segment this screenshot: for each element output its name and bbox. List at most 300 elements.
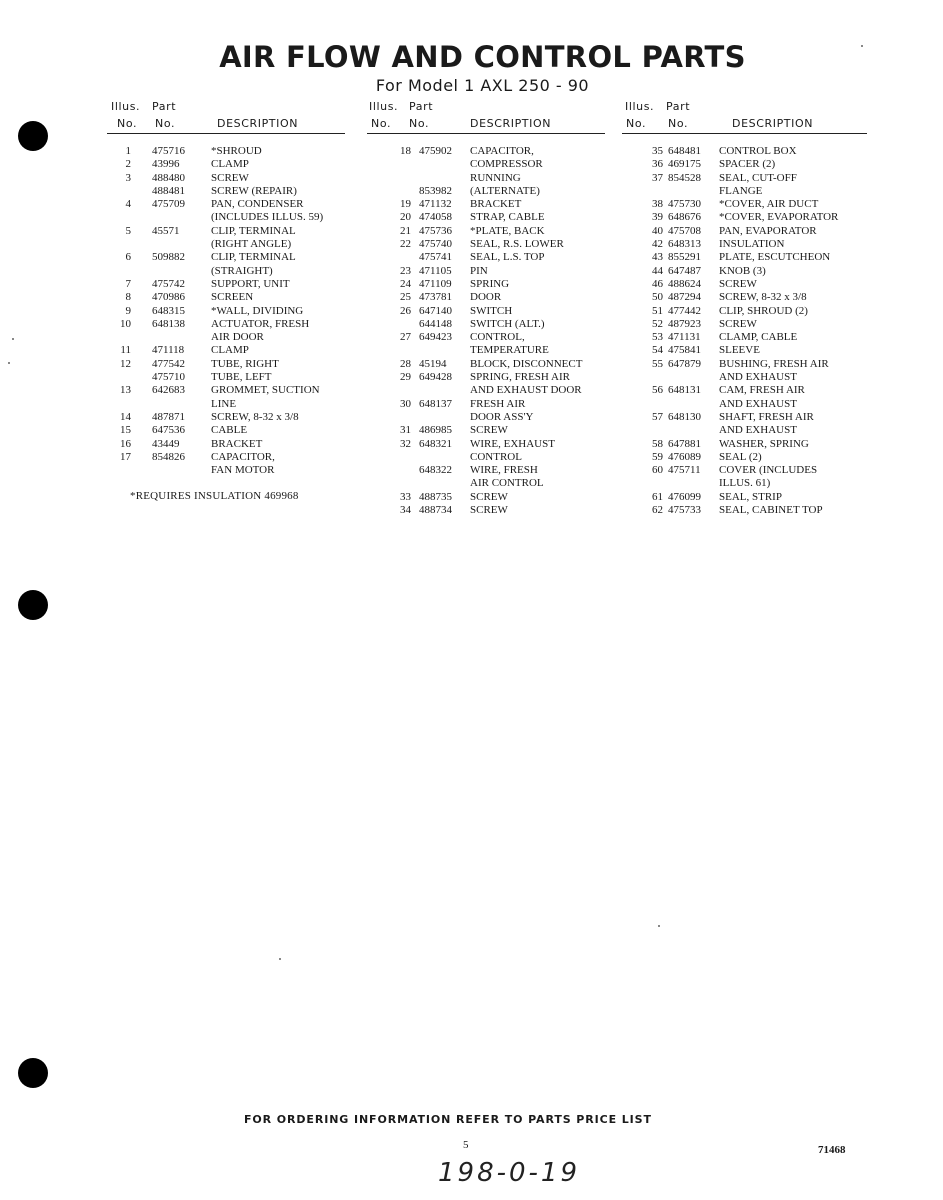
part-row (622, 211, 867, 224)
illus-number: 59 (652, 450, 663, 463)
part-description: TEMPERATURE (470, 344, 549, 357)
part-row (367, 198, 605, 211)
binder-hole (18, 1058, 48, 1088)
part-row (367, 265, 605, 278)
part-row (367, 504, 605, 517)
part-row (367, 145, 605, 158)
part-description: CLAMP, CABLE (719, 331, 798, 344)
part-number: 475902 (419, 145, 452, 157)
document-number: 71468 (818, 1144, 846, 1156)
part-row (622, 305, 867, 318)
illus-number: 32 (400, 437, 411, 450)
part-number: 43996 (152, 158, 180, 171)
illus-number: 35 (652, 145, 663, 157)
scan-speck (8, 362, 10, 364)
part-description: BLOCK, DISCONNECT (470, 357, 583, 370)
part-row (107, 291, 345, 304)
illus-number: 38 (652, 198, 663, 211)
part-row (622, 145, 867, 158)
part-row (622, 265, 867, 278)
part-row (367, 424, 605, 437)
illus-number: 29 (400, 371, 411, 384)
part-description: WIRE, EXHAUST (470, 437, 555, 450)
part-row (367, 411, 605, 424)
part-description: AIR DOOR (211, 331, 264, 344)
part-number: 43449 (152, 437, 180, 450)
part-number: 476099 (668, 490, 701, 503)
part-description: *WALL, DIVIDING (211, 304, 304, 317)
part-row (622, 291, 867, 304)
part-description: PIN (470, 264, 488, 277)
part-number: 477542 (152, 357, 185, 370)
part-row (107, 358, 345, 371)
parts-column-1 (107, 97, 345, 477)
part-description: SEAL, L.S. TOP (470, 251, 545, 264)
part-row (622, 318, 867, 331)
illus-label: Illus. (625, 100, 655, 113)
part-number: 477442 (668, 304, 701, 317)
part-number: 474058 (419, 211, 452, 224)
part-row (107, 438, 345, 451)
illus-number: 40 (652, 224, 663, 237)
part-row (107, 145, 345, 158)
part-description: WASHER, SPRING (719, 437, 809, 450)
part-description: CAPACITOR, (470, 145, 534, 157)
part-description: SPACER (2) (719, 158, 776, 171)
description-label: DESCRIPTION (217, 117, 299, 130)
part-description: SCREW, 8-32 x 3/8 (211, 410, 299, 423)
part-number: 475736 (419, 224, 452, 237)
part-row (367, 305, 605, 318)
part-row (622, 477, 867, 490)
part-row (622, 158, 867, 171)
illus-number: 5 (125, 224, 131, 237)
part-number: 475709 (152, 198, 185, 211)
part-row (622, 238, 867, 251)
illus-number: 42 (652, 238, 663, 251)
part-description: (RIGHT ANGLE) (211, 238, 292, 251)
part-number: 475711 (668, 464, 701, 477)
part-number: 473781 (419, 291, 452, 304)
parts-rows (367, 145, 605, 517)
part-row (107, 424, 345, 437)
part-number: 649423 (419, 331, 452, 344)
part-number: 647140 (419, 304, 452, 317)
part-description: AND EXHAUST (719, 424, 797, 437)
part-description: AIR CONTROL (470, 477, 544, 490)
part-number: 475742 (152, 277, 185, 290)
part-row (622, 198, 867, 211)
part-number: 648321 (419, 437, 452, 450)
part-description: SLEEVE (719, 344, 760, 357)
part-description: CAM, FRESH AIR (719, 384, 805, 397)
part-number: 648138 (152, 317, 185, 330)
illus-number: 15 (120, 424, 131, 437)
part-row (107, 158, 345, 171)
part-number: 509882 (152, 251, 185, 264)
illus-number: 8 (125, 291, 131, 304)
part-number: 471131 (668, 331, 701, 344)
illus-number: 19 (400, 198, 411, 211)
part-number: 488624 (668, 277, 701, 290)
part-number: 853982 (419, 184, 452, 197)
part-number: 644148 (419, 317, 452, 330)
part-row (367, 278, 605, 291)
illus-number: 23 (400, 264, 411, 277)
part-row (367, 477, 605, 490)
part-row (367, 211, 605, 224)
part-number: 642683 (152, 384, 185, 397)
part-description: CONTROL, (470, 331, 525, 344)
part-number: 649428 (419, 371, 452, 384)
part-label: Part (409, 100, 434, 113)
part-row (107, 172, 345, 185)
part-description: DOOR (470, 291, 502, 304)
part-description: TUBE, LEFT (211, 371, 272, 384)
part-number: 475733 (668, 504, 701, 517)
part-description: AND EXHAUST DOOR (470, 384, 582, 397)
part-description: SHAFT, FRESH AIR (719, 410, 814, 423)
part-row (622, 225, 867, 238)
part-number: 855291 (668, 251, 701, 264)
part-description: CLIP, TERMINAL (211, 251, 296, 264)
part-row (107, 411, 345, 424)
illus-number: 33 (400, 490, 411, 503)
part-number: 487923 (668, 317, 701, 330)
part-row (622, 185, 867, 198)
part-description: BRACKET (470, 198, 522, 211)
part-row (367, 491, 605, 504)
part-row (107, 464, 345, 477)
part-row (367, 438, 605, 451)
part-description: SUPPORT, UNIT (211, 277, 290, 290)
illus-no-label: No. (371, 117, 392, 130)
illus-number: 50 (652, 291, 663, 304)
part-description: CABLE (211, 424, 248, 437)
illus-label: Illus. (111, 100, 141, 113)
header-rule (367, 133, 605, 134)
part-description: SCREW (470, 490, 508, 503)
illus-number: 1 (125, 145, 131, 157)
illus-number: 12 (120, 357, 131, 370)
part-number: 487871 (152, 410, 185, 423)
part-number: 648131 (668, 384, 701, 397)
part-description: INSULATION (719, 238, 785, 251)
part-number: 648315 (152, 304, 185, 317)
illus-number: 11 (120, 344, 131, 357)
part-row (367, 384, 605, 397)
parts-column-3 (622, 97, 867, 517)
description-label: DESCRIPTION (732, 117, 814, 130)
part-row (107, 238, 345, 251)
part-number: 648130 (668, 410, 701, 423)
part-number: 488735 (419, 490, 452, 503)
part-description: CAPACITOR, (211, 450, 275, 463)
part-description: CLAMP (211, 344, 249, 357)
part-row (107, 185, 345, 198)
illus-number: 14 (120, 410, 131, 423)
part-description: SEAL, STRIP (719, 490, 782, 503)
illus-number: 55 (652, 357, 663, 370)
part-number: 486985 (419, 424, 452, 437)
part-row (107, 278, 345, 291)
scan-speck (861, 45, 863, 47)
part-number: 487294 (668, 291, 701, 304)
illus-number: 16 (120, 437, 131, 450)
part-row (107, 265, 345, 278)
part-description: PLATE, ESCUTCHEON (719, 251, 831, 264)
illus-number: 20 (400, 211, 411, 224)
part-row (107, 211, 345, 224)
part-description: (INCLUDES ILLUS. 59) (211, 211, 324, 224)
part-description: FRESH AIR (470, 397, 526, 410)
part-description: BUSHING, FRESH AIR (719, 357, 829, 370)
part-row (107, 305, 345, 318)
part-description: KNOB (3) (719, 264, 766, 277)
illus-number: 26 (400, 304, 411, 317)
parts-rows (107, 145, 345, 477)
part-row (622, 384, 867, 397)
part-number: 647536 (152, 424, 185, 437)
part-description: AND EXHAUST (719, 397, 797, 410)
part-row (367, 358, 605, 371)
illus-number: 10 (120, 317, 131, 330)
part-row (622, 438, 867, 451)
part-description: PAN, EVAPORATOR (719, 224, 817, 237)
illus-number: 22 (400, 238, 411, 251)
part-row (367, 158, 605, 171)
ordering-footer: FOR ORDERING INFORMATION REFER TO PARTS PRICE LIST (244, 1113, 652, 1126)
illus-number: 25 (400, 291, 411, 304)
illus-number: 39 (652, 211, 663, 224)
illus-number: 6 (125, 251, 131, 264)
insulation-note: *REQUIRES INSULATION 469968 (130, 490, 299, 502)
part-number: 488734 (419, 504, 452, 517)
part-description: SPRING, FRESH AIR (470, 371, 570, 384)
part-row (367, 238, 605, 251)
part-row (107, 384, 345, 397)
part-description: DOOR ASS'Y (470, 410, 534, 423)
handwritten-annotation: 198-0-19 (438, 1158, 581, 1188)
part-description: *SHROUD (211, 145, 262, 157)
illus-number: 60 (652, 464, 663, 477)
illus-number: 31 (400, 424, 411, 437)
part-description: SCREW (211, 171, 249, 184)
part-row (622, 331, 867, 344)
part-description: SCREW (470, 504, 508, 517)
illus-number: 43 (652, 251, 663, 264)
part-description: *PLATE, BACK (470, 224, 545, 237)
illus-no-label: No. (626, 117, 647, 130)
part-description: SWITCH (ALT.) (470, 317, 545, 330)
part-description: SEAL, R.S. LOWER (470, 238, 564, 251)
part-description: SEAL, CABINET TOP (719, 504, 823, 517)
part-description: FAN MOTOR (211, 464, 275, 477)
part-number: 475708 (668, 224, 701, 237)
scan-speck (658, 925, 660, 927)
part-number: 648322 (419, 464, 452, 477)
part-number: 471105 (419, 264, 452, 277)
part-description: ILLUS. 61) (719, 477, 771, 490)
page-title: AIR FLOW AND CONTROL PARTS (219, 40, 746, 74)
part-description: SWITCH (470, 304, 513, 317)
part-row (622, 451, 867, 464)
illus-number: 44 (652, 264, 663, 277)
part-number: 854528 (668, 171, 701, 184)
part-row (367, 172, 605, 185)
part-row (107, 251, 345, 264)
part-description: COVER (INCLUDES (719, 464, 818, 477)
part-label: Part (152, 100, 177, 113)
part-description: CLIP, TERMINAL (211, 224, 296, 237)
scan-speck (12, 338, 14, 340)
illus-number: 36 (652, 158, 663, 171)
illus-number: 46 (652, 277, 663, 290)
part-row (622, 464, 867, 477)
binder-hole (18, 121, 48, 151)
part-row (367, 291, 605, 304)
illus-number: 51 (652, 304, 663, 317)
part-row (367, 331, 605, 344)
part-description: (ALTERNATE) (470, 184, 540, 197)
part-description: SEAL, CUT-OFF (719, 171, 797, 184)
part-description: SCREW (719, 317, 757, 330)
illus-number: 56 (652, 384, 663, 397)
binder-hole (18, 590, 48, 620)
part-number: 470986 (152, 291, 185, 304)
part-number: 475716 (152, 145, 185, 157)
part-number: 648137 (419, 397, 452, 410)
part-description: SCREW (719, 277, 757, 290)
illus-no-label: No. (117, 117, 138, 130)
part-no-label: No. (668, 117, 689, 130)
part-number: 647879 (668, 357, 701, 370)
illus-number: 24 (400, 277, 411, 290)
illus-number: 34 (400, 504, 411, 517)
part-description: STRAP, CABLE (470, 211, 545, 224)
part-row (367, 464, 605, 477)
part-description: TUBE, RIGHT (211, 357, 279, 370)
part-number: 488481 (152, 184, 185, 197)
illus-number: 61 (652, 490, 663, 503)
part-row (622, 491, 867, 504)
part-description: PAN, CONDENSER (211, 198, 304, 211)
illus-number: 27 (400, 331, 411, 344)
part-number: 648676 (668, 211, 701, 224)
part-row (622, 371, 867, 384)
part-description: CONTROL BOX (719, 145, 797, 157)
part-description: SEAL (2) (719, 450, 762, 463)
illus-label: Illus. (369, 100, 399, 113)
part-description: LINE (211, 397, 237, 410)
part-description: SCREW (REPAIR) (211, 184, 297, 197)
part-number: 45571 (152, 224, 180, 237)
illus-number: 9 (125, 304, 131, 317)
header-rule (107, 133, 345, 134)
part-row (367, 185, 605, 198)
part-row (622, 424, 867, 437)
part-number: 469175 (668, 158, 701, 171)
header-rule (622, 133, 867, 134)
illus-number: 52 (652, 317, 663, 330)
column-header (367, 97, 605, 135)
illus-number: 30 (400, 397, 411, 410)
part-number: 471132 (419, 198, 452, 211)
part-row (367, 318, 605, 331)
part-number: 488480 (152, 171, 185, 184)
parts-rows (622, 145, 867, 517)
part-description: RUNNING (470, 171, 521, 184)
part-description: SCREW, 8-32 x 3/8 (719, 291, 807, 304)
part-row (107, 344, 345, 357)
part-row (107, 371, 345, 384)
part-number: 647487 (668, 264, 701, 277)
part-number: 475730 (668, 198, 701, 211)
illus-number: 54 (652, 344, 663, 357)
illus-number: 28 (400, 357, 411, 370)
illus-number: 4 (125, 198, 131, 211)
column-header (107, 97, 345, 135)
part-number: 475841 (668, 344, 701, 357)
part-description: SCREW (470, 424, 508, 437)
part-number: 854826 (152, 450, 185, 463)
illus-number: 53 (652, 331, 663, 344)
part-number: 475740 (419, 238, 452, 251)
part-row (622, 172, 867, 185)
part-number: 647881 (668, 437, 701, 450)
part-row (367, 398, 605, 411)
illus-number: 18 (400, 145, 411, 157)
part-number: 476089 (668, 450, 701, 463)
part-row (107, 331, 345, 344)
part-row (622, 504, 867, 517)
part-no-label: No. (409, 117, 430, 130)
part-row (367, 225, 605, 238)
illus-number: 13 (120, 384, 131, 397)
part-description: CONTROL (470, 450, 522, 463)
part-description: *COVER, EVAPORATOR (719, 211, 839, 224)
part-row (622, 278, 867, 291)
part-row (622, 358, 867, 371)
part-description: ACTUATOR, FRESH (211, 317, 310, 330)
part-description: WIRE, FRESH (470, 464, 538, 477)
illus-number: 3 (125, 171, 131, 184)
description-label: DESCRIPTION (470, 117, 552, 130)
illus-number: 2 (125, 158, 131, 171)
part-row (622, 398, 867, 411)
column-header (622, 97, 867, 135)
part-row (622, 411, 867, 424)
illus-number: 17 (120, 450, 131, 463)
illus-number: 37 (652, 171, 663, 184)
part-description: CLIP, SHROUD (2) (719, 304, 808, 317)
part-number: 471109 (419, 277, 452, 290)
part-description: *COVER, AIR DUCT (719, 198, 819, 211)
illus-number: 58 (652, 437, 663, 450)
part-description: AND EXHAUST (719, 371, 797, 384)
part-row (367, 251, 605, 264)
part-description: SCREEN (211, 291, 254, 304)
part-row (622, 344, 867, 357)
part-no-label: No. (155, 117, 176, 130)
part-row (367, 451, 605, 464)
part-row (107, 225, 345, 238)
part-row (107, 451, 345, 464)
part-number: 475741 (419, 251, 452, 264)
part-number: 45194 (419, 357, 447, 370)
page-number: 5 (463, 1139, 469, 1151)
illus-number: 21 (400, 224, 411, 237)
